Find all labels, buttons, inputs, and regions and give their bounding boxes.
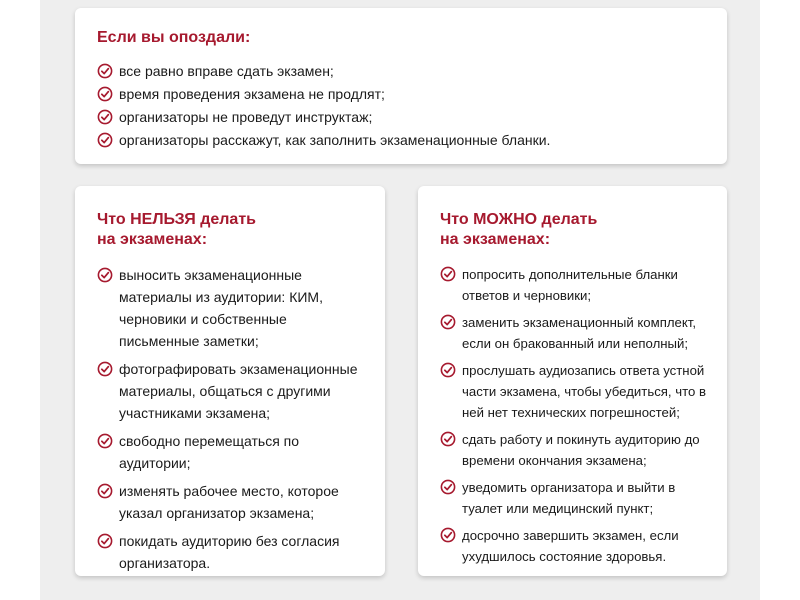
list-item xyxy=(97,530,363,574)
list-item-text: фотографировать экзаменационные материалы, общаться с другими участниками экзамена; xyxy=(119,361,358,421)
list-item-text: сдать работу и покинуть аудиторию до времени окончания экзамена; xyxy=(462,432,700,468)
list-item xyxy=(97,430,363,474)
forbidden-actions-list xyxy=(97,264,363,574)
check-circle-icon xyxy=(440,527,456,543)
list-item xyxy=(97,264,363,352)
list-item-text: заменить экзаменационный комплект, если он бракованный или неполный; xyxy=(462,315,697,351)
list-item-text: уведомить организатора и выйти в туалет или медицинский пункт; xyxy=(462,480,676,516)
list-item-text: прослушать аудиозапись ответа устной части экзамена, чтобы убедиться, что в ней нет технических погрешностей; xyxy=(462,363,707,420)
list-item xyxy=(440,360,707,423)
list-item xyxy=(97,83,705,106)
list-item xyxy=(97,358,363,424)
check-circle-icon xyxy=(97,361,113,377)
list-item xyxy=(97,480,363,524)
check-circle-icon xyxy=(97,86,113,102)
late-arrival-card xyxy=(75,8,727,164)
list-item-text: изменять рабочее место, которое указал организатор экзамена; xyxy=(119,483,339,521)
forbidden-title-line1: Что НЕЛЬЗЯ делать xyxy=(97,211,256,228)
check-circle-icon xyxy=(440,266,456,282)
allowed-title-line1: Что МОЖНО делать xyxy=(440,211,598,228)
check-circle-icon xyxy=(97,483,113,499)
check-circle-icon xyxy=(440,314,456,330)
list-item xyxy=(97,60,705,83)
forbidden-actions-card xyxy=(75,186,385,576)
check-circle-icon xyxy=(440,479,456,495)
allowed-actions-title xyxy=(440,210,707,250)
list-item-text: организаторы расскажут, как заполнить экзаменационные бланки. xyxy=(119,132,551,148)
forbidden-actions-title xyxy=(97,210,363,250)
allowed-actions-list xyxy=(440,264,707,567)
list-item xyxy=(97,106,705,129)
check-circle-icon xyxy=(440,362,456,378)
allowed-title-line2: на экзаменах: xyxy=(440,231,551,248)
list-item-text: все равно вправе сдать экзамен; xyxy=(119,63,334,79)
check-circle-icon xyxy=(97,433,113,449)
list-item-text: покидать аудиторию без согласия организатора. xyxy=(119,533,340,571)
late-arrival-title: Если вы опоздали: xyxy=(97,29,251,46)
list-item xyxy=(440,525,707,567)
list-item xyxy=(440,264,707,306)
list-item-text: время проведения экзамена не продлят; xyxy=(119,86,385,102)
late-arrival-list xyxy=(97,60,705,152)
check-circle-icon xyxy=(440,431,456,447)
list-item-text: досрочно завершить экзамен, если ухудшилось состояние здоровья. xyxy=(462,528,679,564)
check-circle-icon xyxy=(97,63,113,79)
list-item-text: свободно перемещаться по аудитории; xyxy=(119,433,300,471)
list-item xyxy=(440,429,707,471)
forbidden-title-line2: на экзаменах: xyxy=(97,231,208,248)
list-item xyxy=(440,477,707,519)
list-item xyxy=(97,129,705,152)
check-circle-icon xyxy=(97,109,113,125)
check-circle-icon xyxy=(97,533,113,549)
list-item-text: выносить экзаменационные материалы из аудитории: КИМ, черновики и собственные письменные заметки; xyxy=(119,267,323,349)
check-circle-icon xyxy=(97,267,113,283)
list-item-text: организаторы не проведут инструктаж; xyxy=(119,109,373,125)
list-item xyxy=(440,312,707,354)
allowed-actions-card xyxy=(418,186,727,576)
list-item-text: попросить дополнительные бланки ответов и черновики; xyxy=(462,267,678,303)
check-circle-icon xyxy=(97,132,113,148)
